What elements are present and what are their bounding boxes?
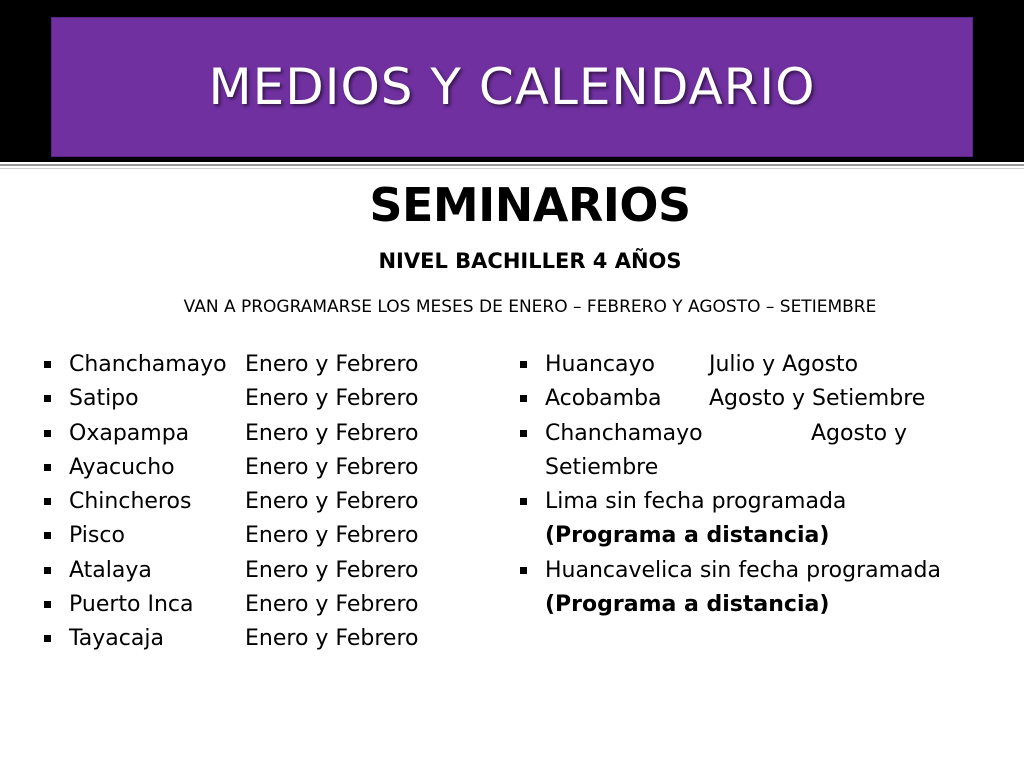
list-item [40,588,460,622]
right-seminar-list [516,348,986,622]
place-name: Ayacucho [69,454,175,480]
bullet-icon [44,567,51,574]
list-item [40,382,460,416]
place-name: Chincheros [69,489,192,515]
list-item [40,417,460,451]
bullet-icon [44,635,51,642]
item-detail: (Programa a distancia) [545,523,830,549]
list-item [40,451,460,485]
place-name: Acobamba [545,386,662,412]
bullet-icon [44,430,51,437]
section-title: SEMINARIOS [369,178,691,232]
place-name: Atalaya [69,557,152,583]
page-title: MEDIOS Y CALENDARIO [208,58,816,116]
list-item [516,417,986,486]
item-text: Huancavelica sin fecha programada [545,557,941,583]
bullet-icon [520,430,527,437]
months-continuation: Setiembre [545,454,659,480]
months: Enero y Febrero [245,489,419,515]
place-name: Chanchamayo [545,420,703,446]
months: Enero y Febrero [245,523,419,549]
months: Agosto y [811,420,908,446]
months: Agosto y Setiembre [709,386,926,412]
bullet-icon [520,395,527,402]
place-name: Tayacaja [69,626,164,652]
place-name: Oxapampa [69,420,190,446]
bullet-icon [44,361,51,368]
title-banner [52,18,972,156]
place-name: Huancayo [545,352,655,377]
item-detail: (Programa a distancia) [545,592,830,618]
list-item [40,485,460,519]
bullet-icon [44,532,51,539]
place-name: Satipo [69,386,139,412]
bullet-icon [44,395,51,402]
list-item [40,348,460,382]
item-text: Lima sin fecha programada [545,489,847,515]
list-item [40,622,460,656]
bullet-icon [44,498,51,505]
bullet-icon [44,601,51,608]
list-item [516,348,986,382]
months: Enero y Febrero [245,420,419,446]
months: Enero y Febrero [245,454,419,480]
list-item [516,382,986,416]
months: Enero y Febrero [245,557,419,583]
schedule-note: VAN A PROGRAMARSE LOS MESES DE ENERO – FEBRERO Y AGOSTO – SETIEMBRE [183,297,877,317]
bullet-icon [520,567,527,574]
place-name: Chanchamayo [69,352,227,377]
months: Enero y Febrero [245,592,419,618]
place-name: Puerto Inca [69,592,194,618]
list-item [516,485,986,554]
months: Julio y Agosto [709,352,859,377]
bullet-icon [520,498,527,505]
list-item [40,519,460,553]
left-seminar-list [40,348,460,657]
list-item [516,554,986,623]
months: Enero y Febrero [245,626,419,652]
bullet-icon [520,361,527,368]
months: Enero y Febrero [245,352,419,377]
bullet-icon [44,464,51,471]
level-heading: NIVEL BACHILLER 4 AÑOS [378,249,682,273]
divider-thin [0,168,1024,169]
divider [0,164,1024,166]
months: Enero y Febrero [245,386,419,412]
place-name: Pisco [69,523,125,549]
list-item [40,554,460,588]
